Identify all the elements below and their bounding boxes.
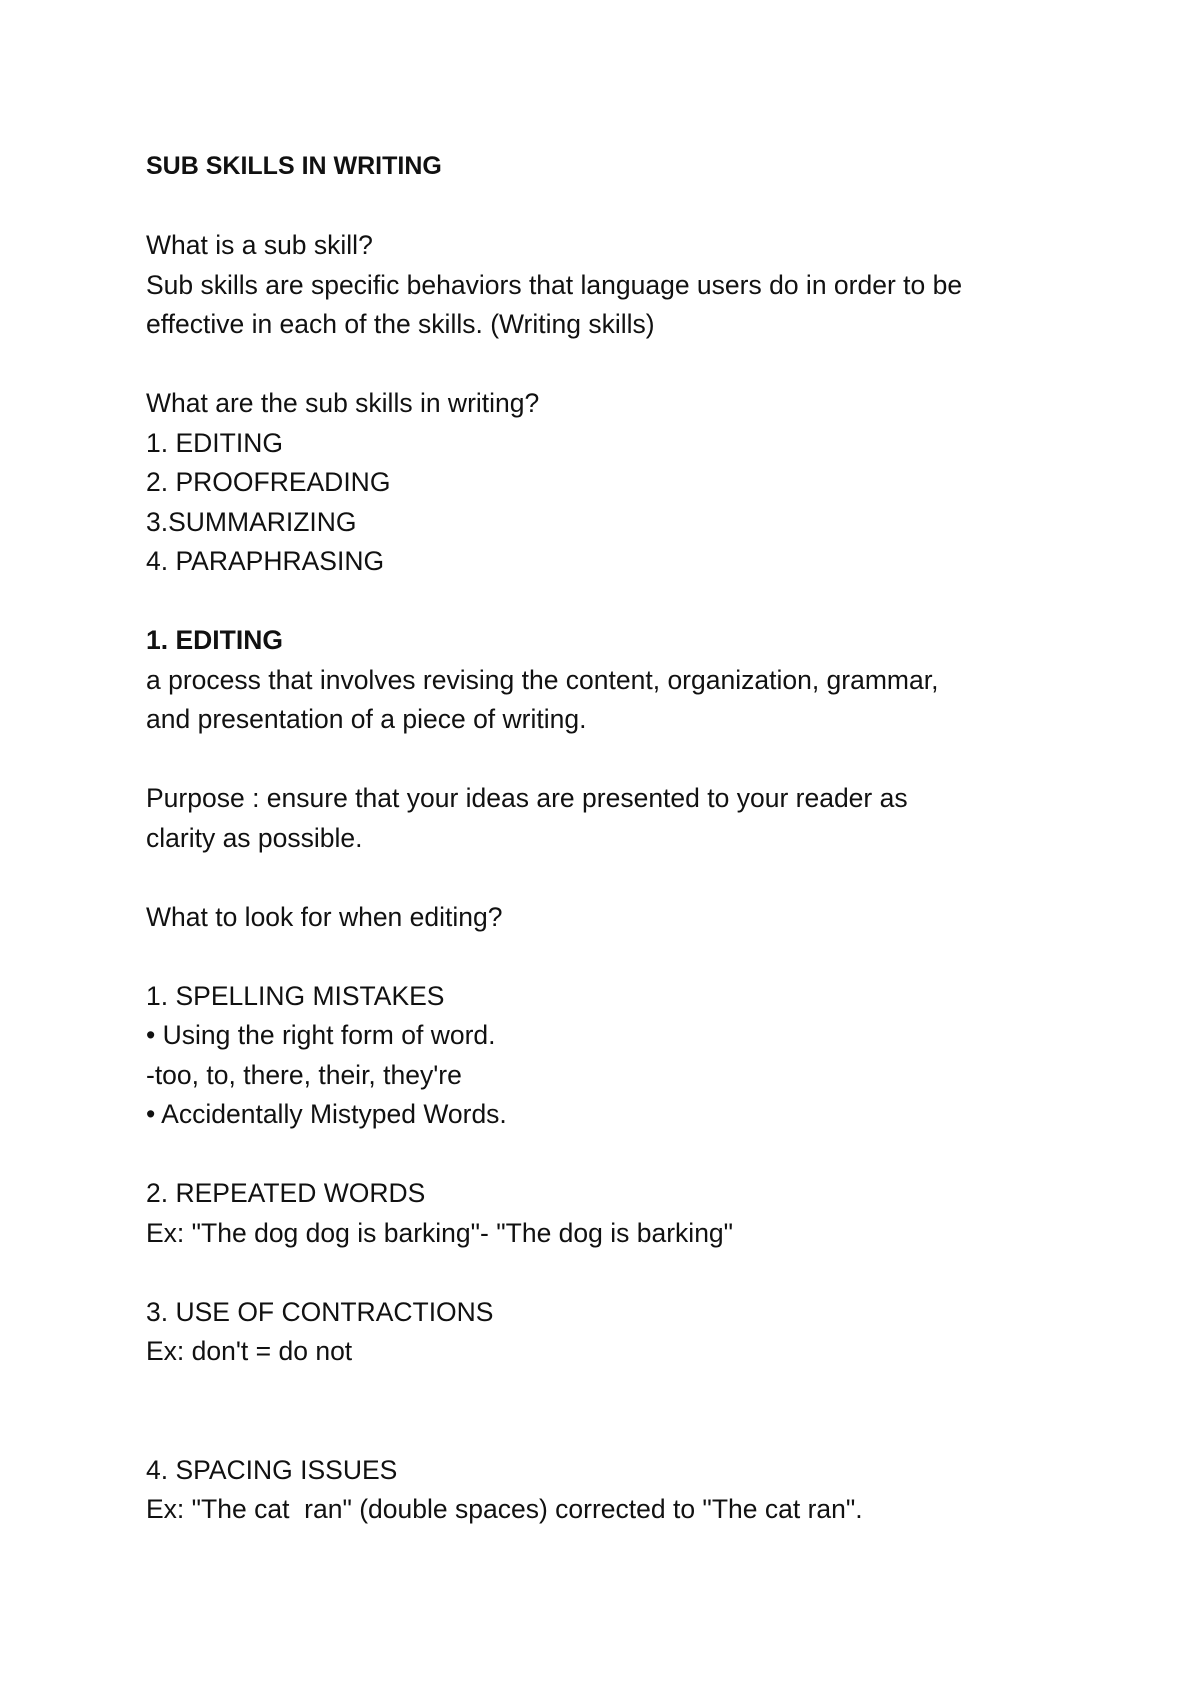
spelling-heading: 1. SPELLING MISTAKES [146,980,445,1011]
spacer [146,740,1086,780]
contractions-heading: 3. USE OF CONTRACTIONS [146,1296,494,1327]
repeated-words-heading: 2. REPEATED WORDS [146,1178,426,1208]
list-item: 3.SUMMARIZING [146,506,357,537]
spelling-example: -too, to, there, their, they're [146,1059,462,1090]
contractions-example: Ex: don't = do not [146,1336,353,1366]
question-subskills-list: What are the sub skills in writing? [146,388,540,418]
spacer [146,1135,1086,1175]
editing-description-line-2: and presentation of a piece of writing. [146,704,587,734]
spacer [146,582,1086,622]
list-item: 1. EDITING [146,427,283,458]
definition-line-1: Sub skills are specific behaviors that language users do in order to be [146,269,963,300]
definition-line-2: effective in each of the skills. (Writing skills) [146,309,655,339]
spelling-bullet-2: • Accidentally Mistyped Words. [146,1099,507,1129]
spacer [146,937,1086,977]
editing-purpose-line-1: Purpose : ensure that your ideas are presented to your reader as [146,783,908,813]
editing-look-for-question: What to look for when editing? [146,901,503,932]
spacer [146,187,1086,227]
editing-purpose-line-2: clarity as possible. [146,822,363,853]
document-body [146,147,1086,1530]
page-title: SUB SKILLS IN WRITING [146,152,442,180]
question-what-is-subskill: What is a sub skill? [146,230,373,260]
editing-description-line-1: a process that involves revising the content, organization, grammar, [146,664,939,695]
spelling-bullet-1: • Using the right form of word. [146,1020,496,1050]
spacer [146,345,1086,385]
spacer [146,858,1086,898]
list-item: 2. PROOFREADING [146,467,391,497]
repeated-words-example: Ex: "The dog dog is barking"- "The dog is barking" [146,1217,734,1248]
list-item: 4. PARAPHRASING [146,546,385,576]
spacer [146,1372,1086,1451]
section-heading-editing: 1. EDITING [146,625,283,655]
spacer [146,1253,1086,1293]
spacing-issues-heading: 4. SPACING ISSUES [146,1454,398,1485]
spacing-issues-example: Ex: "The cat ran" (double spaces) corrected to "The cat ran". [146,1494,863,1524]
